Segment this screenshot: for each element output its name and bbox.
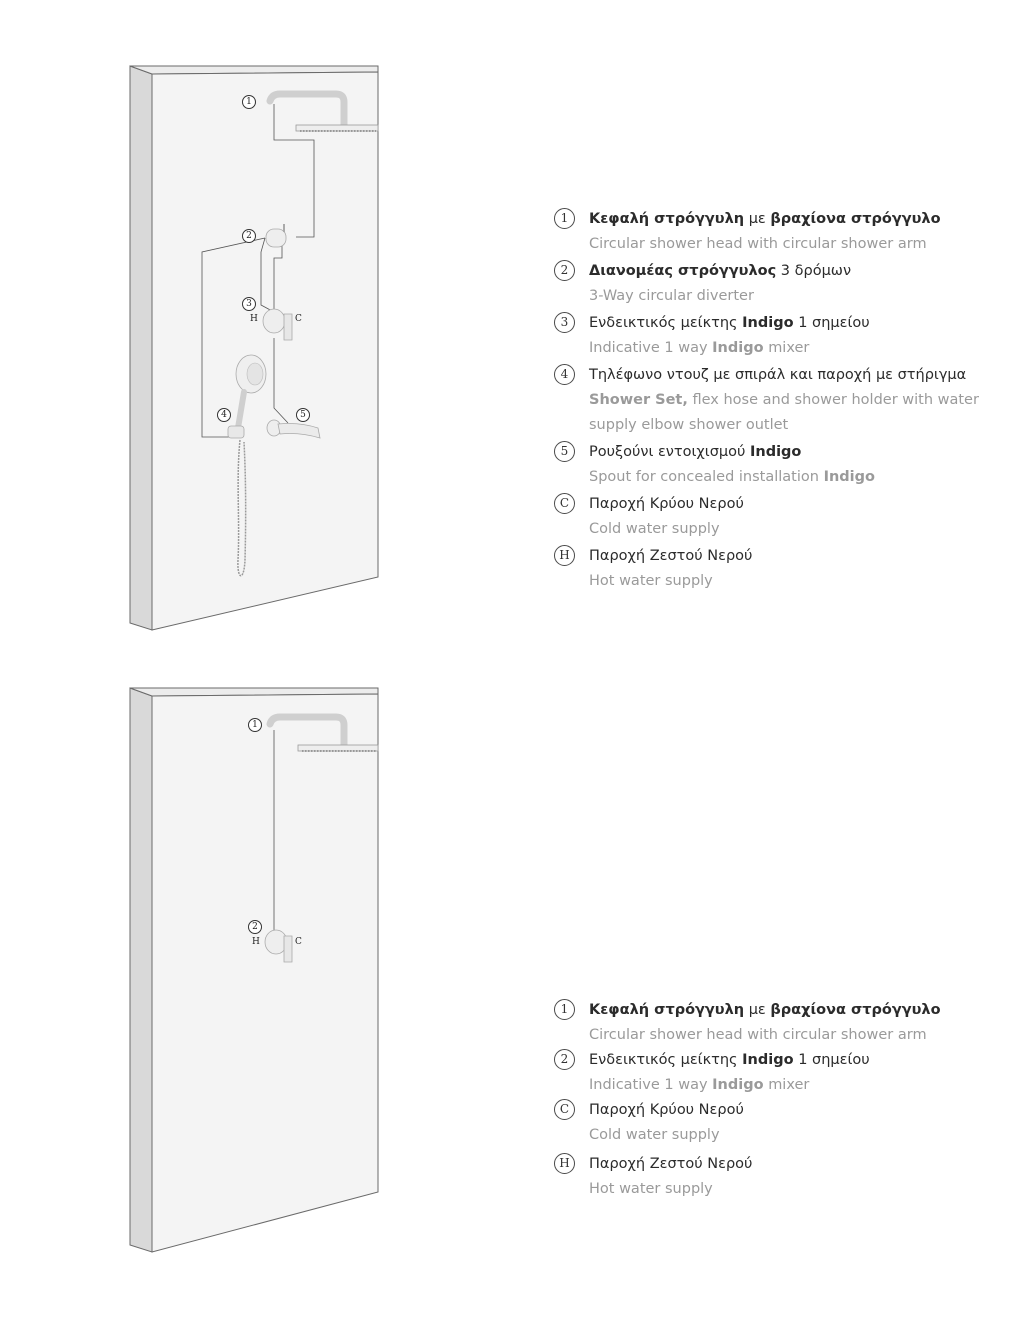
greek-text: Κεφαλή στρόγγυλη bbox=[589, 1002, 745, 1018]
legend2-item-2 bbox=[554, 1048, 994, 1098]
english-text: Hot water supply bbox=[589, 1181, 713, 1197]
greek-text: Διανομέας στρόγγυλος bbox=[589, 263, 777, 279]
greek-text: Παροχή Κρύου Νερού bbox=[589, 1102, 744, 1118]
greek-text: βραχίονα στρόγγυλο bbox=[770, 1002, 941, 1018]
diagram1-number-1: 1 bbox=[242, 95, 256, 109]
english-text: 3-Way circular diverter bbox=[589, 288, 754, 304]
legend-2 bbox=[554, 998, 994, 1202]
legend-marker: 2 bbox=[554, 1049, 575, 1070]
diagram1-number-5: 5 bbox=[296, 408, 310, 422]
diagram1-number-3: 3 bbox=[242, 297, 256, 311]
legend2-item-c bbox=[554, 1098, 994, 1148]
diagram1-hot-label: H bbox=[250, 314, 258, 324]
diagram2-cold-label: C bbox=[295, 937, 302, 947]
english-text: Indigo bbox=[712, 340, 764, 356]
legend-marker: H bbox=[554, 545, 575, 566]
legend-marker: 5 bbox=[554, 441, 575, 462]
greek-text: 1 σημείου bbox=[798, 315, 870, 331]
english-text: Spout for concealed installation bbox=[589, 469, 819, 485]
greek-text: 3 δρόμων bbox=[780, 263, 852, 279]
english-text: Indicative 1 way bbox=[589, 340, 708, 356]
greek-text: Indigo bbox=[749, 444, 802, 460]
greek-text: με bbox=[748, 1002, 766, 1018]
greek-text: βραχίονα στρόγγυλο bbox=[770, 211, 941, 227]
english-text: mixer bbox=[768, 340, 810, 356]
english-text: Indigo bbox=[712, 1077, 764, 1093]
diagram2-number-1: 1 bbox=[248, 718, 262, 732]
english-text: Circular shower head with circular shower arm bbox=[589, 236, 927, 252]
legend-marker: 2 bbox=[554, 260, 575, 281]
legend-marker: 1 bbox=[554, 999, 575, 1020]
greek-text: Παροχή Κρύου Νερού bbox=[589, 496, 744, 512]
greek-text: Ρουξούνι εντοιχισμού bbox=[589, 444, 746, 460]
legend-marker: 4 bbox=[554, 364, 575, 385]
legend2-item-h bbox=[554, 1152, 994, 1202]
english-text: supply elbow shower outlet bbox=[589, 417, 789, 433]
english-text: mixer bbox=[768, 1077, 810, 1093]
english-text: Circular shower head with circular shower arm bbox=[589, 1027, 927, 1043]
legend-marker: C bbox=[554, 1099, 575, 1120]
greek-text: Ενδεικτικός μείκτης bbox=[589, 315, 738, 331]
english-text: Shower Set, bbox=[589, 392, 688, 408]
greek-text: 1 σημείου bbox=[798, 1052, 870, 1068]
greek-text: Indigo bbox=[742, 1052, 794, 1068]
diagram1-cold-label: C bbox=[295, 314, 302, 324]
english-text: flex hose and shower holder with water bbox=[692, 392, 979, 408]
diagram2-number-2: 2 bbox=[248, 920, 262, 934]
greek-text: Τηλέφωνο ντουζ με σπιράλ και παροχή με στήριγμα bbox=[589, 367, 967, 383]
diagram2-hot-label: H bbox=[252, 937, 260, 947]
diagram1-number-2: 2 bbox=[242, 229, 256, 243]
diagram1-number-4: 4 bbox=[217, 408, 231, 422]
legend-marker: 1 bbox=[554, 208, 575, 229]
legend-marker: C bbox=[554, 493, 575, 514]
greek-text: Κεφαλή στρόγγυλη bbox=[589, 211, 745, 227]
greek-text: Παροχή Ζεστού Νερού bbox=[589, 548, 753, 564]
legend2-item-1 bbox=[554, 998, 994, 1048]
greek-text: Ενδεικτικός μείκτης bbox=[589, 1052, 738, 1068]
english-text: Hot water supply bbox=[589, 573, 713, 589]
greek-text: Indigo bbox=[742, 315, 794, 331]
wall-panel-2 bbox=[130, 688, 378, 1252]
greek-text: Παροχή Ζεστού Νερού bbox=[589, 1156, 753, 1172]
greek-text: με bbox=[748, 211, 766, 227]
legend-marker: 3 bbox=[554, 312, 575, 333]
english-text: Cold water supply bbox=[589, 521, 720, 537]
english-text: Indicative 1 way bbox=[589, 1077, 708, 1093]
legend-marker: H bbox=[554, 1153, 575, 1174]
english-text: Indigo bbox=[823, 469, 875, 485]
english-text: Cold water supply bbox=[589, 1127, 720, 1143]
